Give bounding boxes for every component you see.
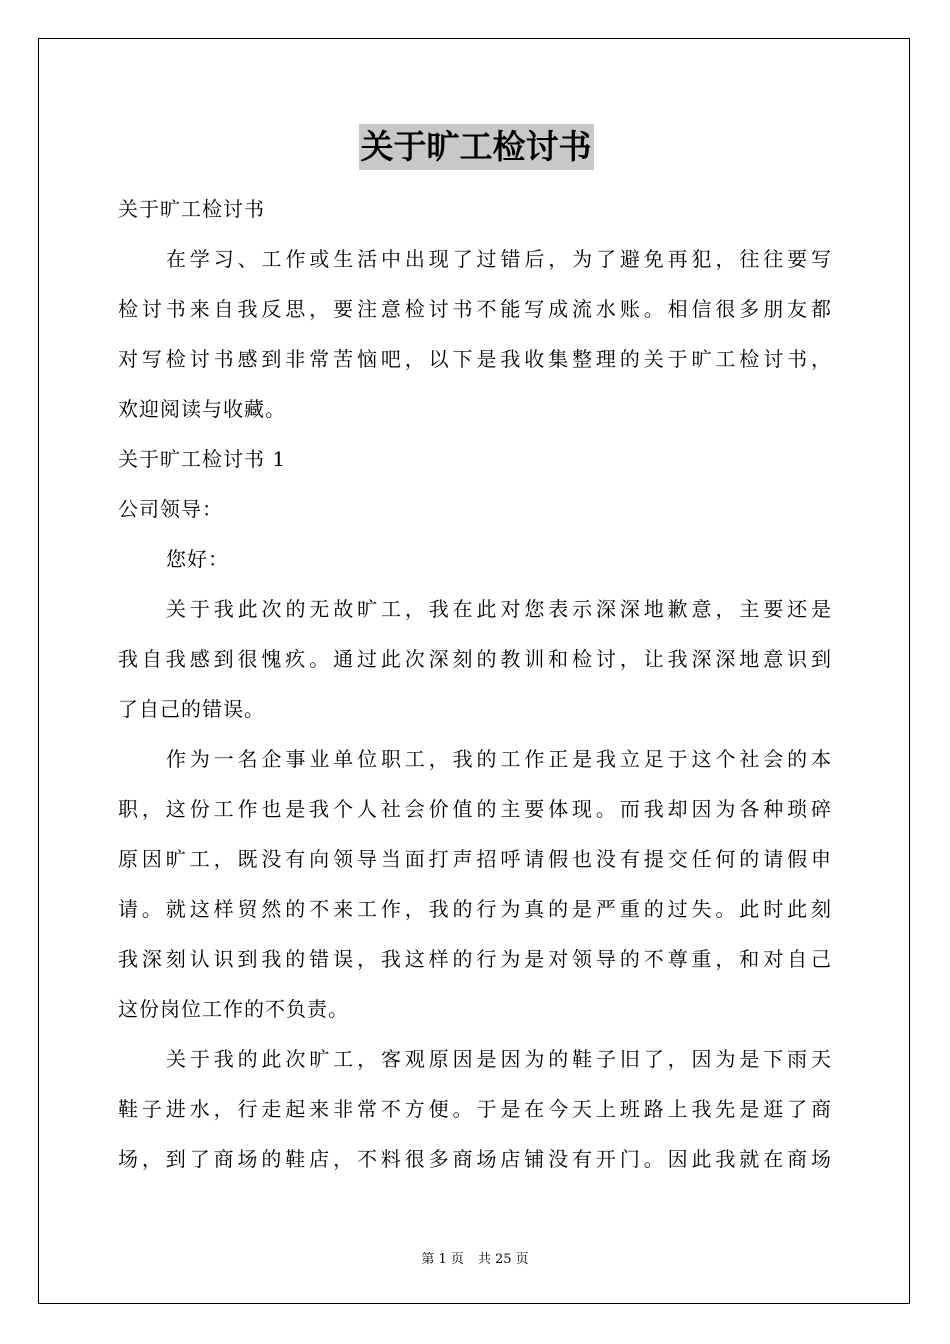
text-line: 关于旷工检讨书 1 xyxy=(118,447,287,471)
document-title xyxy=(118,124,834,170)
text-lines xyxy=(118,184,834,1184)
page-total: 共 25 页 xyxy=(477,1252,529,1267)
text-line: 公司领导： xyxy=(118,497,223,521)
text-line: 检讨书来自我反思，要注意检讨书不能写成流水账。相信很多朋友都 xyxy=(118,297,834,321)
page-footer xyxy=(0,1248,950,1267)
text-line: 职，这份工作也是我个人社会价值的主要体现。而我却因为各种琐碎 xyxy=(118,797,834,821)
text-line: 关于我的此次旷工，客观原因是因为的鞋子旧了，因为是下雨天 xyxy=(166,1047,834,1071)
document-title-text: 关于旷工检讨书 xyxy=(359,124,594,170)
text-line: 了自己的错误。 xyxy=(118,697,265,721)
text-line: 鞋子进水，行走起来非常不方便。于是在今天上班路上我先是逛了商 xyxy=(118,1097,834,1121)
text-line: 作为一名企事业单位职工，我的工作正是我立足于这个社会的本 xyxy=(166,747,834,771)
text-line: 原因旷工，既没有向领导当面打声招呼请假也没有提交任何的请假申 xyxy=(118,847,834,871)
text-line: 请。就这样贸然的不来工作，我的行为真的是严重的过失。此时此刻 xyxy=(118,897,834,921)
page-number: 第 1 页 xyxy=(421,1252,464,1267)
text-line: 我深刻认识到我的错误，我这样的行为是对领导的不尊重，和对自己 xyxy=(118,947,834,971)
document-body xyxy=(118,124,834,1184)
text-line: 场，到了商场的鞋店，不料很多商场店铺没有开门。因此我就在商场 xyxy=(118,1147,834,1171)
text-line: 您好： xyxy=(166,547,229,571)
text-line: 在学习、工作或生活中出现了过错后，为了避免再犯，往往要写 xyxy=(166,247,834,271)
text-line: 对写检讨书感到非常苦恼吧，以下是我收集整理的关于旷工检讨书， xyxy=(118,347,834,371)
text-line: 我自我感到很愧疚。通过此次深刻的教训和检讨，让我深深地意识到 xyxy=(118,647,834,671)
text-line: 关于我此次的无故旷工，我在此对您表示深深地歉意，主要还是 xyxy=(166,597,834,621)
text-line: 关于旷工检讨书 xyxy=(118,197,265,221)
text-line: 欢迎阅读与收藏。 xyxy=(118,397,286,421)
text-line: 这份岗位工作的不负责。 xyxy=(118,997,349,1021)
